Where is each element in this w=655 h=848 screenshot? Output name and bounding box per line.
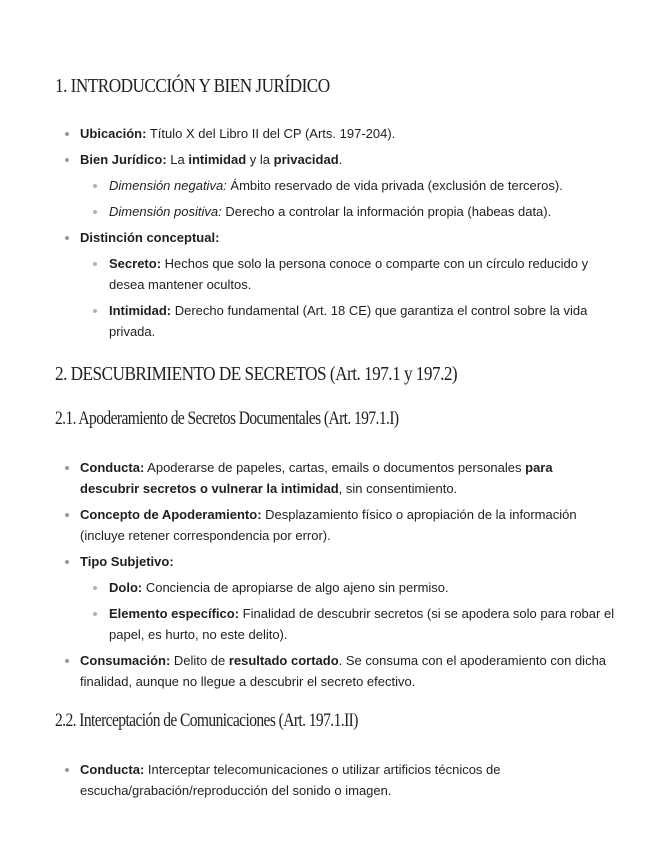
bien-bold-privacidad: privacidad [273, 152, 339, 167]
list-item-dolo [80, 577, 615, 598]
list-item-elemento-especifico [80, 603, 615, 645]
elemento-especifico-label: Elemento específico: [109, 606, 240, 621]
consumacion-bold: resultado cortado [228, 653, 339, 668]
dimension-negativa-text: Ámbito reservado de vida privada (exclusión de terceros). [226, 178, 563, 193]
secreto-text: Hechos que solo la persona conoce o comparte con un círculo reducido y desea mantener ocultos. [109, 256, 589, 292]
list-item-dimension-positiva [80, 201, 615, 222]
dimension-positiva-text: Derecho a controlar la información propia (habeas data). [221, 204, 552, 219]
list-item-conducta-interceptacion [55, 759, 615, 801]
conducta-text-2: , sin consentimiento. [338, 481, 458, 496]
bien-text-1: La [166, 152, 189, 167]
conducta-bold: para descubrir secretos o vulnerar la intimidad [80, 460, 553, 496]
consumacion-text-1: Delito de [170, 653, 229, 668]
apoderamiento-label: Concepto de Apoderamiento: [80, 507, 262, 522]
list-item-distincion [55, 227, 615, 342]
section-1-list [55, 123, 615, 347]
list-item-apoderamiento [55, 504, 615, 546]
list-item-dimension-negativa [80, 175, 615, 196]
list-item-ubicacion [55, 123, 615, 144]
ubicacion-text: Título X del Libro II del CP (Arts. 197-204). [146, 126, 396, 141]
dolo-label: Dolo: [109, 580, 143, 595]
list-item-tipo-subjetivo [55, 551, 615, 645]
bien-sublist [80, 175, 615, 222]
intimidad-label: Intimidad: [109, 303, 172, 318]
bien-bold-intimidad: intimidad [188, 152, 247, 167]
conducta-label: Conducta: [80, 460, 145, 475]
distincion-label: Distinción conceptual: [80, 230, 220, 245]
dimension-negativa-label: Dimensión negativa: [109, 178, 227, 193]
dolo-text: Conciencia de apropiarse de algo ajeno sin permiso. [142, 580, 449, 595]
interceptacion-conducta-label: Conducta: [80, 762, 145, 777]
list-item-bien-juridico [55, 149, 615, 222]
consumacion-label: Consumación: [80, 653, 171, 668]
intimidad-text: Derecho fundamental (Art. 18 CE) que garantiza el control sobre la vida privada. [109, 303, 588, 339]
bien-text-2: y la [246, 152, 274, 167]
list-item-conducta [55, 457, 615, 499]
tipo-subjetivo-label: Tipo Subjetivo: [80, 554, 174, 569]
bien-juridico-label: Bien Jurídico: [80, 152, 167, 167]
conducta-text-1: Apoderarse de papeles, cartas, emails o documentos personales [144, 460, 526, 475]
list-item-intimidad [80, 300, 615, 342]
dimension-positiva-label: Dimensión positiva: [109, 204, 222, 219]
bien-text-3: . [338, 152, 343, 167]
distincion-sublist [80, 253, 615, 342]
consumacion-text-2: . Se consuma con el apoderamiento con dicha finalidad, aunque no llegue a descubrir el secreto efectivo. [80, 653, 607, 689]
interceptacion-conducta-text: Interceptar telecomunicaciones o utilizar artificios técnicos de escucha/grabación/reproducción del sonido o imagen. [80, 762, 501, 798]
section-2-2-heading: 2.2. Interceptación de Comunicaciones (Art. 197.1.II) [55, 711, 358, 731]
apoderamiento-text: Desplazamiento físico o apropiación de la información (incluye retener correspondencia por error). [80, 507, 577, 543]
section-2-2-list [55, 759, 615, 806]
section-1-heading: 1. INTRODUCCIÓN Y BIEN JURÍDICO [55, 75, 330, 97]
secreto-label: Secreto: [109, 256, 162, 271]
section-2-heading: 2. DESCUBRIMIENTO DE SECRETOS (Art. 197.1 y 197.2) [55, 363, 458, 385]
list-item-secreto [80, 253, 615, 295]
ubicacion-label: Ubicación: [80, 126, 147, 141]
elemento-especifico-text: Finalidad de descubrir secretos (si se apodera solo para robar el papel, es hurto, no este delito). [109, 606, 615, 642]
list-item-consumacion [55, 650, 615, 692]
tipo-subjetivo-sublist [80, 577, 615, 645]
section-2-1-list [55, 457, 615, 697]
section-2-1-heading: 2.1. Apoderamiento de Secretos Documentales (Art. 197.1.I) [55, 409, 399, 429]
